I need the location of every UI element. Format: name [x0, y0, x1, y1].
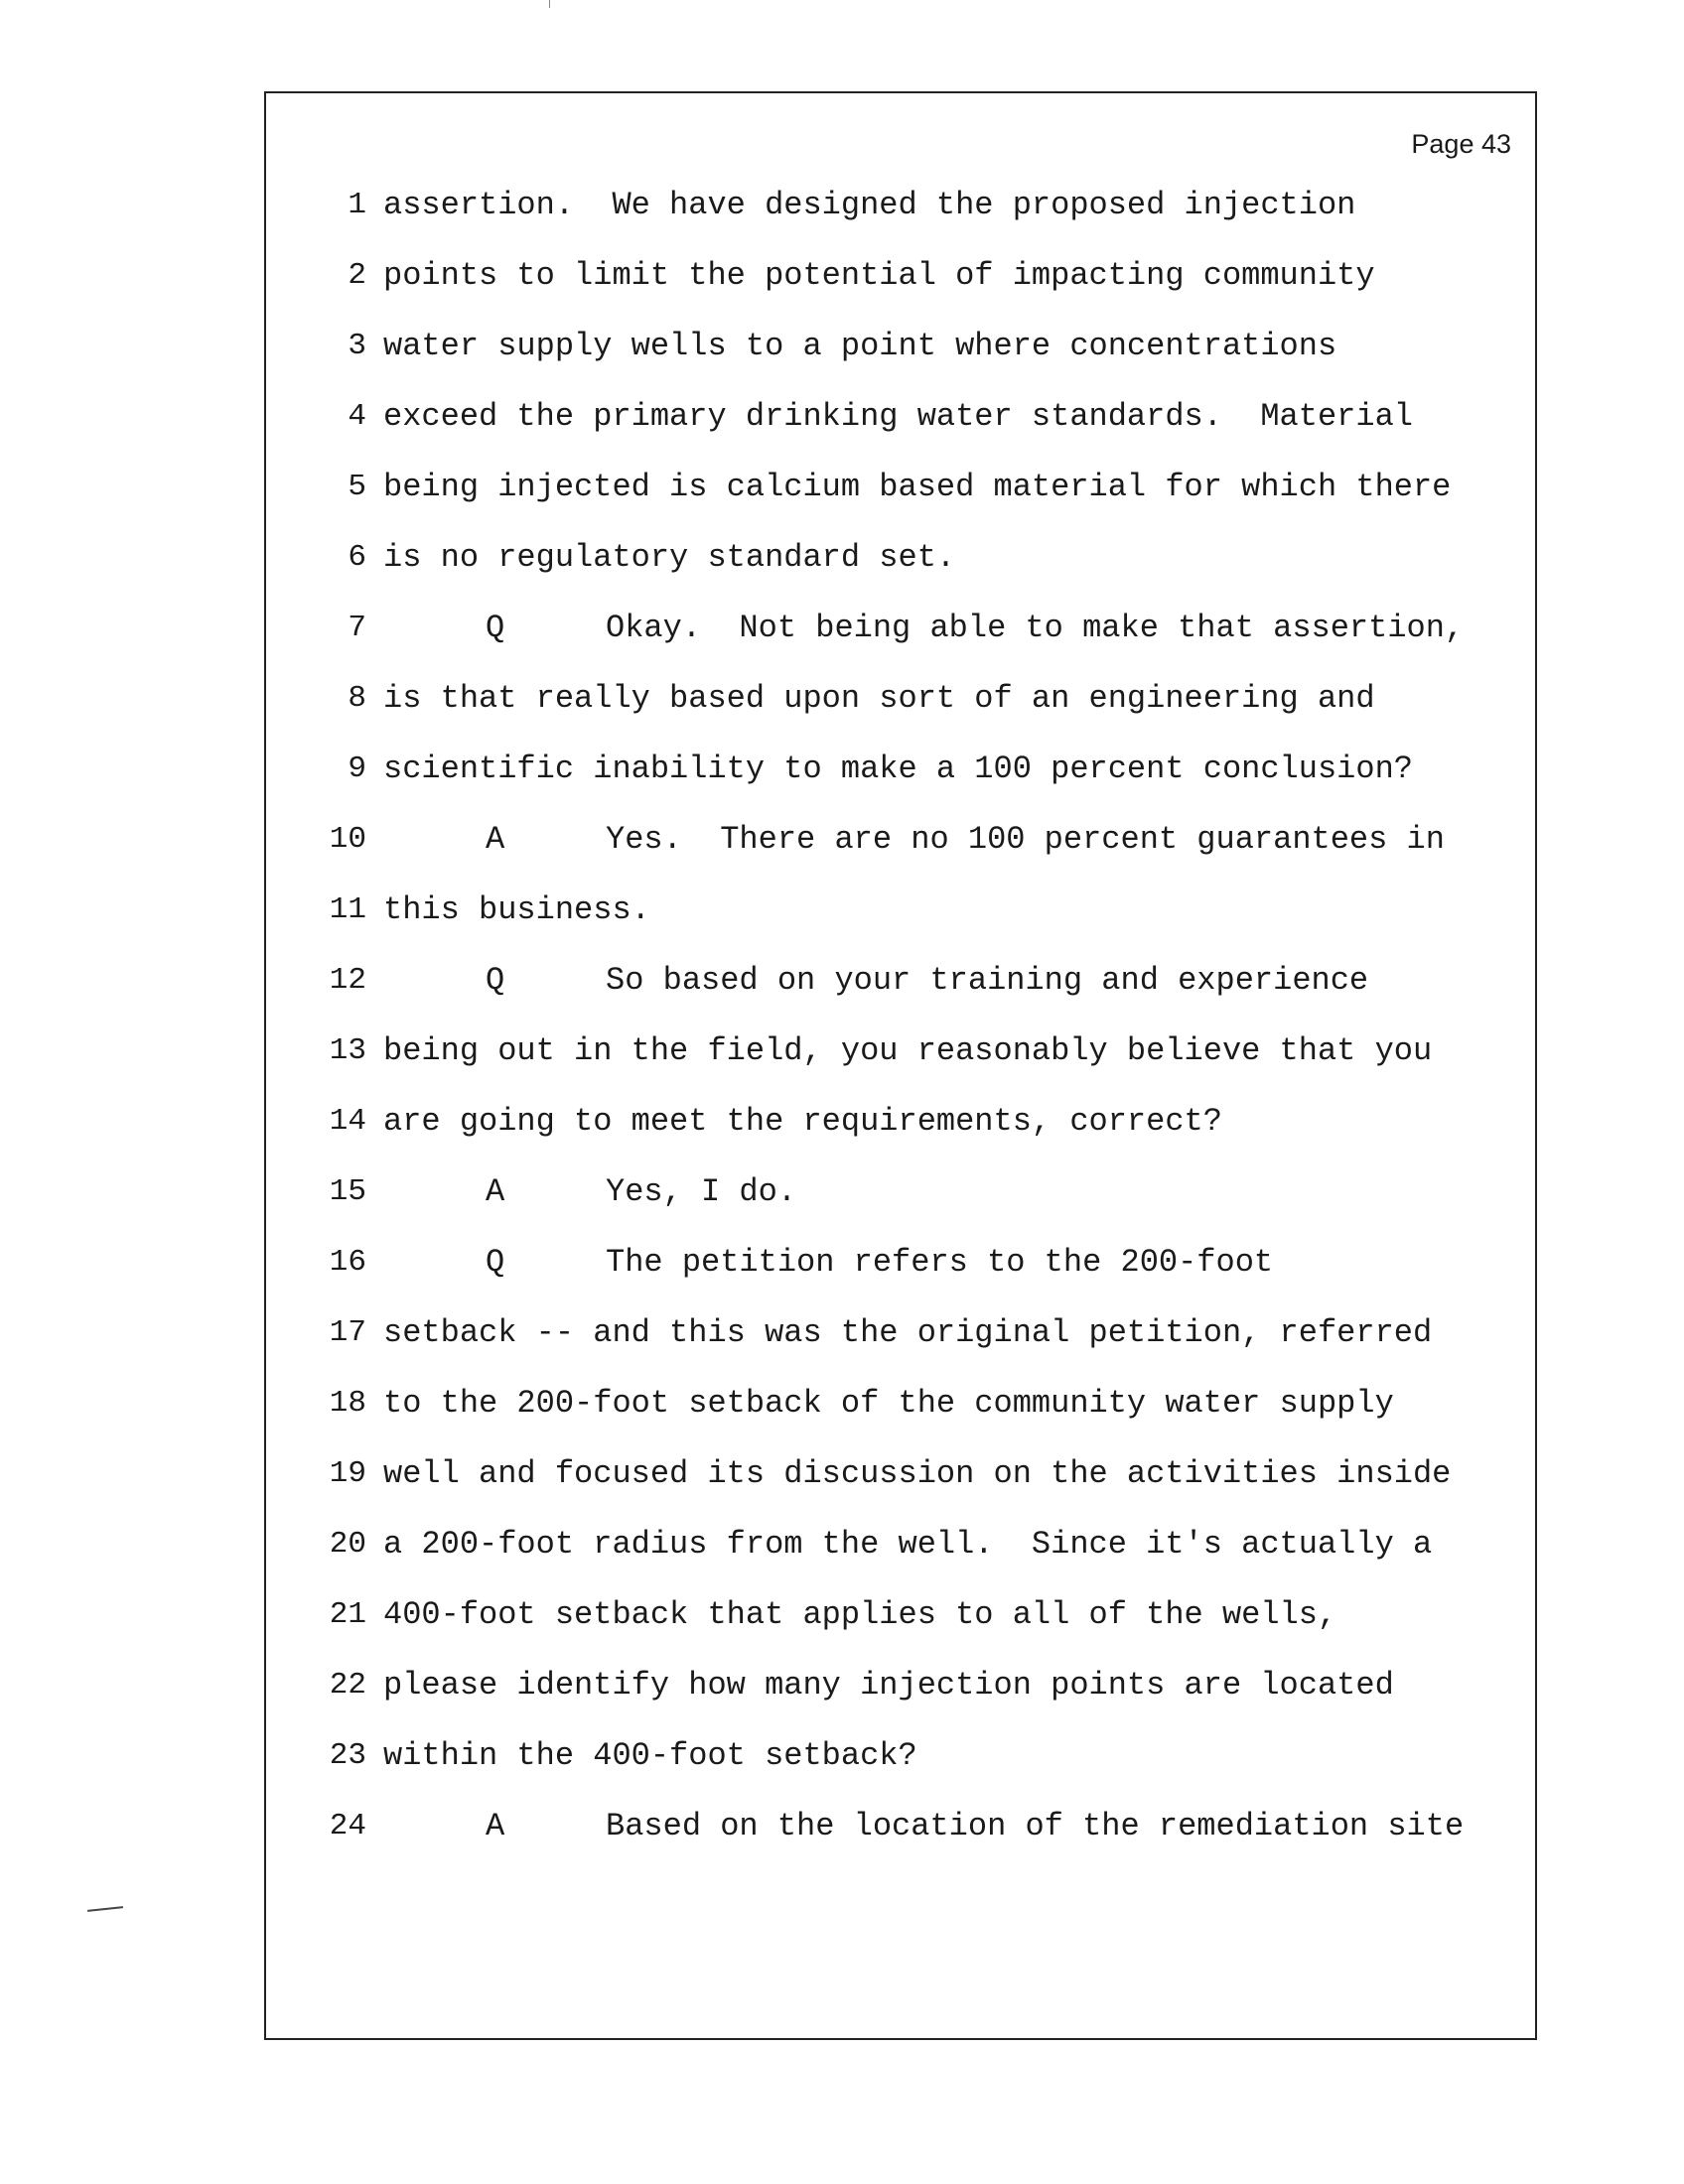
line-number: 9	[348, 751, 366, 786]
line-number: 10	[329, 822, 366, 857]
transcript-line	[266, 1026, 1535, 1076]
line-text: setback -- and this was the original petition, referred	[383, 1314, 1433, 1351]
line-text: to the 200-foot setback of the community water supply	[383, 1385, 1394, 1422]
line-text: Based on the location of the remediation site	[606, 1808, 1465, 1844]
line-text: assertion. We have designed the proposed injection	[383, 187, 1356, 223]
line-text: Yes, I do.	[606, 1173, 797, 1210]
line-text: scientific inability to make a 100 percent conclusion?	[383, 751, 1413, 787]
transcript-line	[266, 463, 1535, 512]
line-number: 4	[348, 399, 366, 434]
line-text: this business.	[383, 891, 650, 928]
transcript-line	[266, 1449, 1535, 1499]
transcript-line	[266, 1379, 1535, 1429]
transcript-line	[266, 1308, 1535, 1358]
speaker-label: A	[486, 821, 505, 858]
line-number: 13	[329, 1033, 366, 1068]
line-number: 23	[329, 1738, 366, 1773]
transcript-page-frame	[264, 91, 1537, 2040]
speaker-label: A	[486, 1173, 505, 1210]
line-text: points to limit the potential of impacting community	[383, 257, 1375, 294]
transcript-line	[266, 1167, 1535, 1217]
transcript-line	[266, 1097, 1535, 1147]
line-text: The petition refers to the 200-foot	[606, 1244, 1274, 1281]
line-text: Okay. Not being able to make that assertion,	[606, 610, 1465, 646]
line-text: is no regulatory standard set.	[383, 539, 956, 576]
speaker-label: A	[486, 1808, 505, 1844]
line-text: well and focused its discussion on the activities inside	[383, 1455, 1452, 1492]
page-number: Page 43	[1411, 129, 1511, 159]
line-text: Yes. There are no 100 percent guarantees in	[606, 821, 1445, 858]
line-number: 20	[329, 1527, 366, 1562]
line-text: exceed the primary drinking water standards. Material	[383, 398, 1413, 435]
transcript-line	[266, 1802, 1535, 1851]
speaker-label: Q	[486, 610, 505, 646]
transcript-line	[266, 322, 1535, 371]
line-text: 400-foot setback that applies to all of the wells,	[383, 1596, 1337, 1633]
transcript-line	[266, 1661, 1535, 1710]
line-number: 17	[329, 1315, 366, 1350]
speaker-label: Q	[486, 962, 505, 999]
line-number: 11	[329, 892, 366, 927]
line-number: 18	[329, 1386, 366, 1421]
line-number: 8	[348, 681, 366, 716]
line-text: being out in the field, you reasonably believe that you	[383, 1032, 1433, 1069]
line-number: 22	[329, 1668, 366, 1703]
transcript-line	[266, 1731, 1535, 1781]
transcript-line	[266, 1520, 1535, 1570]
transcript-line	[266, 674, 1535, 724]
transcript-line	[266, 886, 1535, 935]
line-text: please identify how many injection points are located	[383, 1667, 1394, 1704]
transcript-line	[266, 604, 1535, 653]
transcript-lines	[266, 93, 1535, 2038]
line-text: within the 400-foot setback?	[383, 1737, 917, 1774]
line-text: So based on your training and experience	[606, 962, 1369, 999]
transcript-line	[266, 533, 1535, 583]
transcript-line	[266, 956, 1535, 1006]
line-text: is that really based upon sort of an engineering and	[383, 680, 1375, 717]
line-text: being injected is calcium based material for which there	[383, 469, 1452, 505]
line-number: 15	[329, 1174, 366, 1209]
transcript-line	[266, 1590, 1535, 1640]
scan-artifact-tick	[549, 0, 550, 8]
line-number: 1	[348, 188, 366, 222]
line-number: 16	[329, 1245, 366, 1280]
transcript-line	[266, 1238, 1535, 1288]
line-text: water supply wells to a point where concentrations	[383, 328, 1337, 364]
line-number: 5	[348, 470, 366, 504]
line-number: 3	[348, 329, 366, 363]
line-number: 24	[329, 1809, 366, 1843]
line-number: 7	[348, 611, 366, 645]
line-number: 14	[329, 1104, 366, 1139]
transcript-line	[266, 815, 1535, 865]
scan-artifact-mark	[87, 1906, 123, 1912]
line-number: 12	[329, 963, 366, 998]
line-text: a 200-foot radius from the well. Since it's actually a	[383, 1526, 1433, 1563]
line-number: 21	[329, 1597, 366, 1632]
transcript-line	[266, 392, 1535, 442]
line-number: 2	[348, 258, 366, 293]
transcript-line	[266, 181, 1535, 230]
transcript-line	[266, 251, 1535, 301]
speaker-label: Q	[486, 1244, 505, 1281]
line-number: 6	[348, 540, 366, 575]
line-text: are going to meet the requirements, correct?	[383, 1103, 1222, 1140]
line-number: 19	[329, 1456, 366, 1491]
transcript-line	[266, 745, 1535, 794]
